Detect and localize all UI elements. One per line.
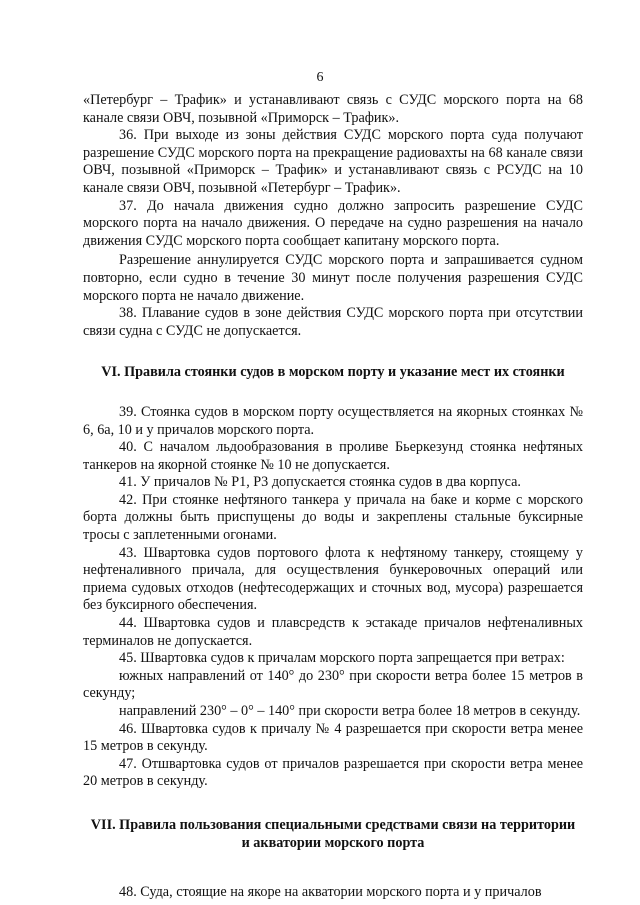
paragraph-45: 45. Швартовка судов к причалам морского порта запрещается при ветрах:	[119, 650, 565, 667]
section-vii-heading-line2: и акватории морского порта	[241, 834, 425, 851]
section-vii-heading-line1: VII. Правила пользования специальными средствами связи на территории	[90, 816, 576, 833]
paragraph-38: 38. Плавание судов в зоне действия СУДС морского порта при отсутствии связи судна с СУДС не допускается.	[83, 305, 583, 339]
paragraph-37: 37. До начала движения судно должно запросить разрешение СУДС морского порта на начало движения. О передаче на судно разрешения на начало движения СУДС морского порта сообщает капитану морского порта.	[83, 197, 583, 249]
page-number: 6	[316, 70, 324, 85]
paragraph-47: 47. Отшвартовка судов от причалов разрешается при скорости ветра менее 20 метров в секунду.	[83, 755, 583, 790]
paragraph-42: 42. При стоянке нефтяного танкера у причала на баке и корме с морского борта должны быть приспущены до воды и закреплены стальные буксирные тросы с заплетенными огонами.	[83, 491, 583, 544]
paragraph-45-south-winds: южных направлений от 140° до 230° при скорости ветра более 15 метров в секунду;	[83, 667, 583, 702]
paragraph-45-other-winds: направлений 230° – 0° – 140° при скорости ветра более 18 метров в секунду.	[119, 703, 581, 719]
paragraph-40: 40. С началом льдообразования в проливе Бьеркезунд стоянка нефтяных танкеров на якорной стоянке № 10 не допускается.	[83, 439, 583, 473]
paragraph-36: 36. При выходе из зоны действия СУДС морского порта суда получают разрешение СУДС морского порта на прекращение радиовахты на 68 канале связи ОВЧ, позывной «Приморск – Трафик» и устанавливают связь с РСУДС на 10 канале связи ОВЧ, позывной «Петербург – Трафик».	[83, 127, 583, 196]
section-vii-heading	[83, 817, 583, 852]
document-body	[83, 92, 583, 902]
paragraph-46: 46. Швартовка судов к причалу № 4 разрешается при скорости ветра менее 15 метров в секунду.	[83, 720, 583, 755]
paragraph-48: 48. Суда, стоящие на якоре на акватории морского порта и у причалов	[119, 884, 542, 901]
paragraph-41: 41. У причалов № Р1, Р3 допускается стоянка судов в два корпуса.	[119, 474, 521, 491]
paragraph-43: 43. Швартовка судов портового флота к нефтяному танкеру, стоящему у нефтеналивного причала, для осуществления бункеровочных операций или приема судовых отходов (нефтесодержащих и сточных вод, мусора) разрешается без буксирного обеспечения.	[83, 544, 583, 614]
paragraph-35-continuation: «Петербург – Трафик» и устанавливают связь с СУДС морского порта на 68 канале связи ОВЧ, позывной «Приморск – Трафик».	[83, 92, 583, 126]
paragraph-37-permission: Разрешение аннулируется СУДС морского порта и запрашивается судном повторно, если судно в течение 30 минут после получения разрешения СУДС морского порта не начало движение.	[83, 252, 583, 304]
section-vi-heading: VI. Правила стоянки судов в морском порту и указание мест их стоянки	[101, 364, 565, 381]
paragraph-39: 39. Стоянка судов в морском порту осуществляется на якорных стоянках № 6, 6а, 10 и у причалов морского порта.	[83, 403, 583, 438]
paragraph-44: 44. Швартовка судов и плавсредств к эстакаде причалов нефтеналивных терминалов не допускается.	[83, 615, 583, 649]
